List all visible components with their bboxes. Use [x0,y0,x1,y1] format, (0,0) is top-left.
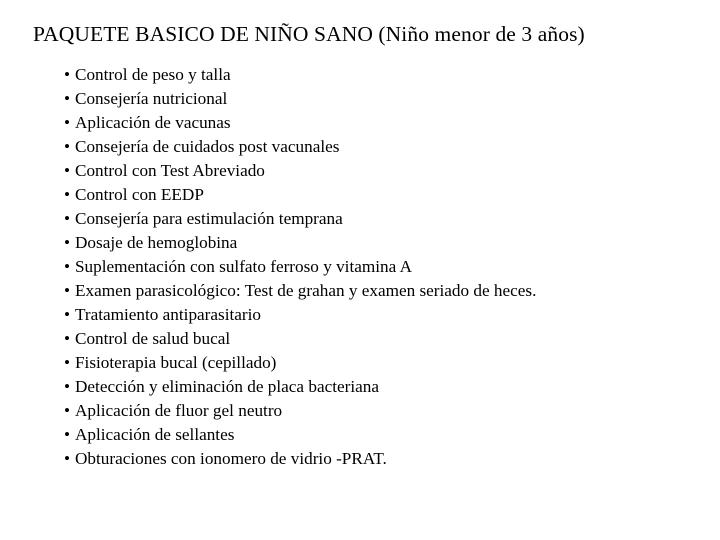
list-item [64,447,536,471]
list-item [64,183,536,207]
list-item-text: Consejería de cuidados post vacunales [75,137,340,156]
list-item [64,303,536,327]
list-item [64,135,536,159]
list-item-text: Fisioterapia bucal (cepillado) [75,353,277,372]
list-item-text: Obturaciones con ionomero de vidrio -PRAT. [75,449,387,468]
list-item-text: Aplicación de vacunas [75,113,231,132]
list-item [64,159,536,183]
list-item [64,207,536,231]
bullet-list [64,63,536,471]
list-item [64,351,536,375]
list-item-text: Control de salud bucal [75,329,231,348]
list-item-text: Detección y eliminación de placa bacteriana [75,377,379,396]
bullet-icon: • [64,257,71,276]
list-item [64,87,536,111]
list-item [64,111,536,135]
list-item [64,63,536,87]
list-item-text: Aplicación de sellantes [75,425,235,444]
list-item-text: Control de peso y talla [75,65,231,84]
list-item-text: Consejería nutricional [75,89,228,108]
bullet-icon: • [64,401,71,420]
bullet-icon: • [64,281,71,300]
list-item [64,399,536,423]
list-item [64,255,536,279]
bullet-icon: • [64,353,71,372]
list-item-text: Examen parasicológico: Test de grahan y examen seriado de heces. [75,281,537,300]
bullet-icon: • [64,449,71,468]
bullet-icon: • [64,425,71,444]
list-item-text: Control con Test Abreviado [75,161,265,180]
list-item-text: Control con EEDP [75,185,204,204]
list-item-text: Dosaje de hemoglobina [75,233,238,252]
bullet-icon: • [64,209,71,228]
bullet-icon: • [64,89,71,108]
list-item [64,375,536,399]
bullet-icon: • [64,185,71,204]
bullet-icon: • [64,113,71,132]
list-item-text: Tratamiento antiparasitario [75,305,261,324]
list-item-text: Suplementación con sulfato ferroso y vitamina A [75,257,412,276]
page-title: PAQUETE BASICO DE NIÑO SANO (Niño menor de 3 años) [33,22,585,46]
list-item [64,423,536,447]
bullet-icon: • [64,233,71,252]
bullet-icon: • [64,137,71,156]
bullet-icon: • [64,377,71,396]
list-item-text: Consejería para estimulación temprana [75,209,343,228]
list-item [64,231,536,255]
list-item-text: Aplicación de fluor gel neutro [75,401,283,420]
bullet-icon: • [64,161,71,180]
bullet-icon: • [64,65,71,84]
list-item [64,279,536,303]
bullet-icon: • [64,305,71,324]
bullet-icon: • [64,329,71,348]
list-item [64,327,536,351]
